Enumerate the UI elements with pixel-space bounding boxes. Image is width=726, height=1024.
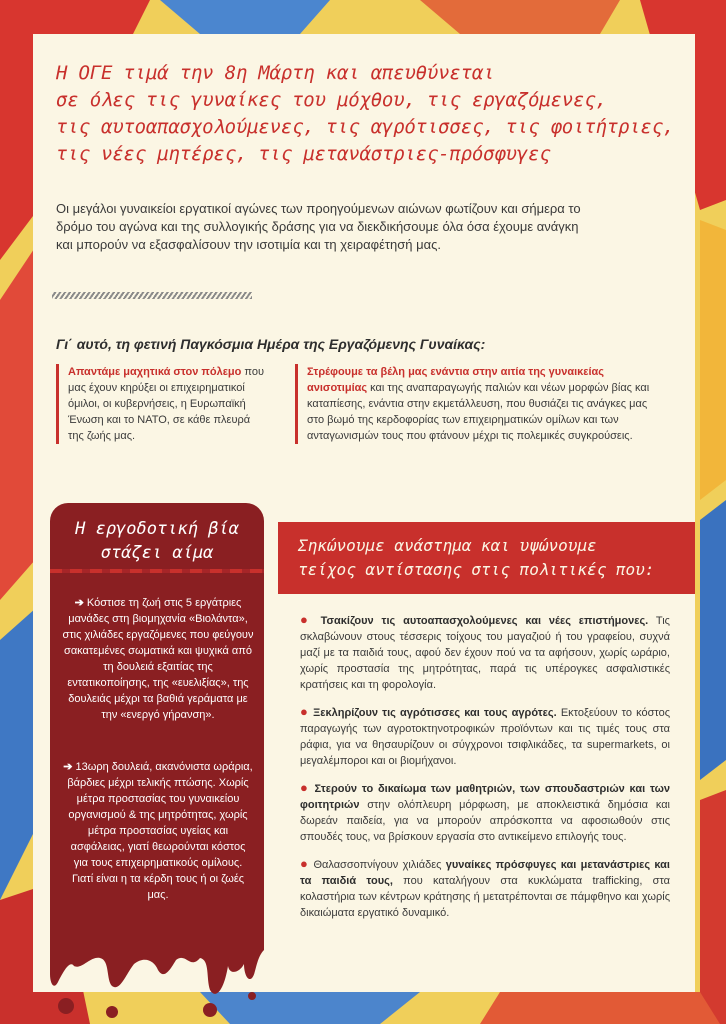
demand-war-lead: Απαντάμε μαχητικά στον πόλεμο — [68, 366, 242, 378]
headline-line-3: τις αυτοαπασχολούμενες, τις αγρότισσες, τις φοιτήτριες, — [56, 116, 675, 138]
bullet-icon: ● — [300, 780, 310, 795]
list-item-bold: γυναίκες πρόσφυγες και μετανάστριες και τα παιδιά τους, — [300, 859, 670, 887]
headline-line-4: τις νέες μητέρες, τις μετανάστριες-πρόσφυγες — [56, 143, 551, 165]
bullet-icon: ● — [300, 704, 309, 719]
arrow-right-icon: ➔ — [63, 761, 73, 773]
arrow-right-icon: ➔ — [74, 597, 84, 609]
list-item — [300, 704, 670, 769]
list-item — [300, 856, 670, 921]
headline — [56, 60, 676, 168]
policy-list — [300, 612, 670, 932]
hatched-divider — [52, 292, 252, 299]
employer-violence-box — [50, 503, 264, 943]
list-item-text: που καταλήγουν στα κυκλώματα trafficking, στα κολαστήρια των κέντρων κράτησης ή μετατρέπονται σε πάμφθηνο και χωρίς δικαιώματα εργατικό δυναμικό. — [300, 875, 670, 919]
resistance-banner-line-1: Σηκώνουμε ανάστημα και υψώνουμε — [298, 536, 597, 555]
resistance-banner-title — [298, 534, 654, 582]
demand-inequality-column — [295, 364, 662, 444]
employer-violence-title-line-2: στάζει αίμα — [100, 543, 214, 563]
list-item-bold: Ξεκληρίζουν τις αγρότισσες και τους αγρότες. — [313, 707, 557, 719]
list-item-bold: Τσακίζουν τις αυτοαπασχολούμενες και νέες επιστήμονες. — [320, 615, 649, 627]
list-item-prefix: Θαλασσοπνίγουν χιλιάδες — [313, 859, 446, 871]
headline-line-2: σε όλες τις γυναίκες του μόχθου, τις εργαζόμενες, — [56, 89, 607, 111]
intro-paragraph: Οι μεγάλοι γυναικείοι εργατικοί αγώνες των προηγούμενων αιώνων φωτίζουν και σήμερα το δρόμο του αγώνα και της συλλογικής δράσης για να διεκδικήσουμε όλα όσα έχουμε ανάγκη και μπορούν να εξασφαλίσουν την ισοτιμία και τη χειραφέτησή μας. — [56, 201, 581, 252]
list-item-bold: Στερούν το δικαίωμα των μαθητριών, των σπουδαστριών και των φοιτητριών — [300, 783, 670, 811]
list-item-text: στην ολόπλευρη μόρφωση, με αποκλειστικά δημόσια και δωρεάν παιδεία, για να μπορούν απρόσκοπτα να αφοσιωθούν στις σπουδές τους, να βρίσκουν εργασία στο αντικείμενο επιλογής τους. — [300, 799, 670, 843]
demand-war-text: που μας έχουν κηρύξει οι επιχειρηματικοί όμιλοι, οι κυβερνήσεις, η Ευρωπαϊκή Ένωση και το ΝΑΤΟ, σε κάθε πλευρά της ζωής μας. — [68, 366, 264, 442]
resistance-banner — [278, 522, 695, 594]
demand-war-column — [56, 364, 268, 444]
working-hours-paragraph — [62, 759, 254, 903]
demand-inequality-text: και της αναπαραγωγής παλιών και νέων μορφών βίας και καταπίεσης, ενάντια στην εκμετάλλευση, που θυσιάζει τις ανάγκες μας στο βωμό της κερδοφορίας των επιχειρηματικών ομίλων και των ανταγωνισμών τους που φτάνουν μέχρι τις πολεμικές συγκρούσεις. — [307, 382, 650, 442]
list-item-text: Τις σκλαβώνουν στους τέσσερις τοίχους του μαγαζιού ή του γραφείου, συχνά μαζί με τα παιδιά τους, αφού δεν έχουν πού να τα αφήσουν, χωρίς ωράριο, χωρίς προστασία της μητρότητας, παρά τις υπέρογκες ασφαλιστικές κρατήσεις και τη φορολογία. — [300, 615, 670, 691]
violanta-paragraph — [62, 595, 254, 723]
section-subheading: Γι΄ αυτό, τη φετινή Παγκόσμια Ημέρα της Εργαζόμενης Γυναίκας: — [56, 336, 486, 352]
employer-violence-title-line-1: Η εργοδοτική βία — [75, 519, 239, 539]
list-item — [300, 612, 670, 693]
resistance-banner-line-2: τείχος αντίστασης στις πολιτικές που: — [298, 560, 655, 579]
employer-violence-title — [50, 517, 264, 565]
dashed-separator — [50, 569, 264, 573]
bullet-icon: ● — [300, 856, 310, 871]
demand-inequality-lead: Στρέφουμε τα βέλη μας ενάντια στην αιτία της γυναικείας ανισοτιμίας — [307, 366, 605, 394]
working-hours-text: 13ωρη δουλειά, ακανόνιστα ωράρια, βάρδιες μέχρι τελικής πτώσης. Χωρίς μέτρα προστασίας του γυναικείου οργανισμού & της μητρότητας, χωρίς μέτρα προστασίας υγείας και ασφάλειας, γιατί θεωρούνται κόστος για τους επιχειρηματικούς ομίλους. Γιατί είναι η τα κέρδη τους ή οι ζωές μας. — [67, 761, 253, 901]
bullet-icon: ● — [300, 612, 313, 627]
violanta-text: Κόστισε τη ζωή στις 5 εργάτριες μανάδες στη βιομηχανία «Βιολάντα», στις χιλιάδες εργαζόμενες που φεύγουν σακατεμένες σωματικά και ψυχικά από τη δουλειά εξαιτίας της εντατικοποίησης, της «ευελιξίας», της δουλειάς μέχρι τα βαθιά γεράματα με την «ενεργό γήρανση». — [62, 597, 254, 721]
list-item-text: Εκτοξεύουν το κόστος παραγωγής των αγροτοκτηνοτροφικών προϊόντων και τις τιμές τους στα ράφια, για να θησαυρίζουν οι σύγχρονοι τσιφλικάδες, τα supermarkets, οι μεγαλέμποροι και οι βιομήχανοι. — [300, 707, 671, 767]
list-item — [300, 780, 670, 845]
headline-line-1: Η ΟΓΕ τιμά την 8η Μάρτη και απευθύνεται — [56, 62, 495, 84]
blood-drip-decoration — [30, 930, 270, 1024]
